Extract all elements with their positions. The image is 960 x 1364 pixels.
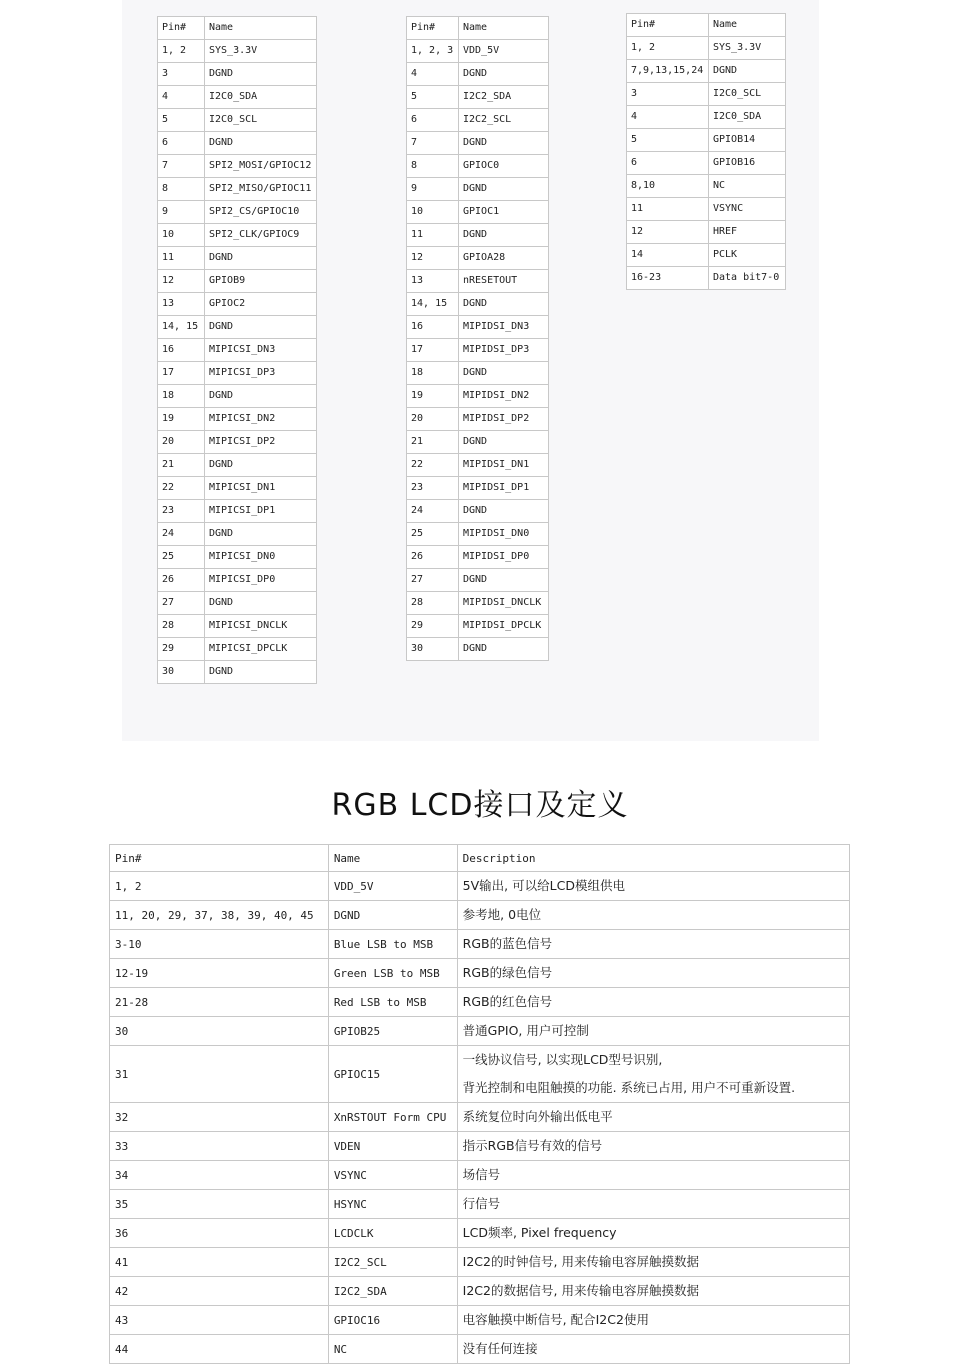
table-row bbox=[158, 201, 317, 224]
pin-cell: 23 bbox=[407, 477, 459, 500]
table-row bbox=[407, 155, 549, 178]
description-cell bbox=[457, 1219, 849, 1248]
pin-cell: 11 bbox=[158, 247, 205, 270]
table-row bbox=[407, 293, 549, 316]
name-cell: MIPIDSI_DN2 bbox=[459, 385, 549, 408]
description-line: 普通GPIO, 用户可控制 bbox=[462, 1023, 589, 1038]
table-row bbox=[627, 60, 786, 83]
description-cell bbox=[457, 1335, 849, 1364]
table-row bbox=[158, 155, 317, 178]
name-header-cell: Name bbox=[709, 14, 786, 37]
pin-cell: 24 bbox=[407, 500, 459, 523]
name-cell: DGND bbox=[205, 661, 317, 684]
pin-cell: 32 bbox=[110, 1103, 329, 1132]
pin-cell: 6 bbox=[158, 132, 205, 155]
name-cell: MIPICSI_DP3 bbox=[205, 362, 317, 385]
section-title: RGB LCD接口及定义 bbox=[331, 788, 629, 823]
table-row bbox=[158, 132, 317, 155]
name-cell: Blue LSB to MSB bbox=[328, 930, 457, 959]
description-cell bbox=[457, 930, 849, 959]
name-cell: MIPICSI_DNCLK bbox=[205, 615, 317, 638]
description-cell bbox=[457, 1277, 849, 1306]
pin-cell: 34 bbox=[110, 1161, 329, 1190]
pin-cell: 8,10 bbox=[627, 175, 709, 198]
pin-cell: 31 bbox=[110, 1046, 329, 1103]
name-cell: VDD_5V bbox=[328, 872, 457, 901]
pin-cell: 11 bbox=[407, 224, 459, 247]
pin-cell: 5 bbox=[627, 129, 709, 152]
name-cell: SYS_3.3V bbox=[205, 40, 317, 63]
table-row bbox=[158, 178, 317, 201]
description-line: 背光控制和电阻触摸的功能. 系统已占用, 用户不可重新设置. bbox=[462, 1080, 796, 1095]
table-row bbox=[627, 267, 786, 290]
name-cell: GPIOB16 bbox=[709, 152, 786, 175]
name-cell: SPI2_MISO/GPIOC11 bbox=[205, 178, 317, 201]
pin-cell: 7,9,13,15,24 bbox=[627, 60, 709, 83]
pin-cell: 21 bbox=[407, 431, 459, 454]
table-row bbox=[110, 988, 850, 1017]
pin-cell: 13 bbox=[158, 293, 205, 316]
name-cell: DGND bbox=[205, 63, 317, 86]
pin-cell: 30 bbox=[158, 661, 205, 684]
pin-cell: 12 bbox=[158, 270, 205, 293]
description-cell bbox=[457, 1132, 849, 1161]
description-header-cell: Description bbox=[457, 845, 849, 872]
name-cell: I2C0_SDA bbox=[205, 86, 317, 109]
pin-cell: 9 bbox=[158, 201, 205, 224]
table-row bbox=[158, 431, 317, 454]
description-cell bbox=[457, 872, 849, 901]
pin-cell: 10 bbox=[407, 201, 459, 224]
dvp-camera-pin-table bbox=[626, 13, 786, 290]
table-row bbox=[407, 546, 549, 569]
pin-cell: 35 bbox=[110, 1190, 329, 1219]
description-cell bbox=[457, 1161, 849, 1190]
name-cell: MIPIDSI_DP2 bbox=[459, 408, 549, 431]
pin-cell: 5 bbox=[407, 86, 459, 109]
description-line: I2C2的时钟信号, 用来传输电容屏触摸数据 bbox=[462, 1254, 699, 1269]
name-cell: GPIOC16 bbox=[328, 1306, 457, 1335]
pin-cell: 14 bbox=[627, 244, 709, 267]
name-cell: MIPICSI_DP1 bbox=[205, 500, 317, 523]
description-cell bbox=[457, 959, 849, 988]
name-cell: MIPIDSI_DN3 bbox=[459, 316, 549, 339]
pin-cell: 33 bbox=[110, 1132, 329, 1161]
name-cell: GPIOC15 bbox=[328, 1046, 457, 1103]
description-line: 指示RGB信号有效的信号 bbox=[462, 1138, 603, 1153]
table-row bbox=[110, 872, 850, 901]
pin-cell: 18 bbox=[158, 385, 205, 408]
description-line: 行信号 bbox=[462, 1196, 501, 1211]
name-cell: DGND bbox=[205, 592, 317, 615]
table-row bbox=[158, 316, 317, 339]
name-cell: I2C0_SDA bbox=[709, 106, 786, 129]
table-row bbox=[407, 431, 549, 454]
name-cell: Data bit7-0 bbox=[709, 267, 786, 290]
pin-cell: 26 bbox=[407, 546, 459, 569]
dsi-connector-pin-table bbox=[406, 16, 549, 661]
name-cell: I2C2_SDA bbox=[459, 86, 549, 109]
name-cell: DGND bbox=[459, 63, 549, 86]
table-row bbox=[110, 1277, 850, 1306]
description-line: 没有任何连接 bbox=[462, 1341, 538, 1356]
name-cell: Green LSB to MSB bbox=[328, 959, 457, 988]
description-cell bbox=[457, 1046, 849, 1103]
table-row bbox=[158, 109, 317, 132]
pin-cell: 22 bbox=[407, 454, 459, 477]
name-cell: DGND bbox=[205, 132, 317, 155]
pin-cell: 28 bbox=[407, 592, 459, 615]
pin-cell: 21 bbox=[158, 454, 205, 477]
description-line: 电容触摸中断信号, 配合I2C2使用 bbox=[462, 1312, 649, 1327]
pin-cell: 14, 15 bbox=[407, 293, 459, 316]
name-cell: DGND bbox=[459, 132, 549, 155]
name-cell: DGND bbox=[459, 224, 549, 247]
description-line: LCD频率, Pixel frequency bbox=[462, 1225, 617, 1240]
name-cell: SPI2_MOSI/GPIOC12 bbox=[205, 155, 317, 178]
name-cell: MIPICSI_DN3 bbox=[205, 339, 317, 362]
pin-cell: 1, 2 bbox=[627, 37, 709, 60]
name-cell: NC bbox=[328, 1335, 457, 1364]
table-row bbox=[627, 152, 786, 175]
camera-connector-pin-table bbox=[157, 16, 317, 684]
name-cell: MIPIDSI_DN0 bbox=[459, 523, 549, 546]
pin-header-cell: Pin# bbox=[158, 17, 205, 40]
table-row bbox=[110, 1103, 850, 1132]
pin-cell: 13 bbox=[407, 270, 459, 293]
table-row bbox=[407, 592, 549, 615]
name-cell: VDEN bbox=[328, 1132, 457, 1161]
table-row bbox=[407, 224, 549, 247]
table-row bbox=[158, 477, 317, 500]
table-row bbox=[110, 901, 850, 930]
name-cell: MIPIDSI_DPCLK bbox=[459, 615, 549, 638]
table-row bbox=[407, 615, 549, 638]
description-line: RGB的蓝色信号 bbox=[462, 936, 553, 951]
table-row bbox=[158, 454, 317, 477]
table-row bbox=[407, 408, 549, 431]
description-cell bbox=[457, 988, 849, 1017]
name-cell: nRESETOUT bbox=[459, 270, 549, 293]
table-row bbox=[627, 221, 786, 244]
table-row bbox=[627, 244, 786, 267]
table-row bbox=[407, 247, 549, 270]
name-cell: DGND bbox=[459, 500, 549, 523]
pin-cell: 41 bbox=[110, 1248, 329, 1277]
pin-cell: 3-10 bbox=[110, 930, 329, 959]
table-row bbox=[110, 1248, 850, 1277]
pin-cell: 12 bbox=[627, 221, 709, 244]
pin-cell: 29 bbox=[407, 615, 459, 638]
table-row bbox=[407, 339, 549, 362]
pin-header-cell: Pin# bbox=[407, 17, 459, 40]
table-row bbox=[407, 385, 549, 408]
name-cell: SPI2_CS/GPIOC10 bbox=[205, 201, 317, 224]
table-row bbox=[110, 959, 850, 988]
pin-cell: 1, 2 bbox=[110, 872, 329, 901]
name-cell: GPIOA28 bbox=[459, 247, 549, 270]
table-row bbox=[110, 1161, 850, 1190]
table-row bbox=[158, 270, 317, 293]
table-row bbox=[110, 1046, 850, 1103]
pin-cell: 25 bbox=[158, 546, 205, 569]
description-cell bbox=[457, 1190, 849, 1219]
table-row bbox=[407, 132, 549, 155]
description-line: 5V输出, 可以给LCD模组供电 bbox=[462, 878, 625, 893]
table-header-row bbox=[407, 17, 549, 40]
name-cell: DGND bbox=[328, 901, 457, 930]
table-row bbox=[158, 523, 317, 546]
table-row bbox=[407, 638, 549, 661]
name-cell: I2C0_SCL bbox=[709, 83, 786, 106]
table-row bbox=[158, 638, 317, 661]
table-row bbox=[407, 523, 549, 546]
description-line: I2C2的数据信号, 用来传输电容屏触摸数据 bbox=[462, 1283, 699, 1298]
table-row bbox=[158, 546, 317, 569]
table-row bbox=[407, 63, 549, 86]
pin-cell: 20 bbox=[407, 408, 459, 431]
name-cell: GPIOC1 bbox=[459, 201, 549, 224]
name-cell: DGND bbox=[205, 247, 317, 270]
name-cell: DGND bbox=[459, 362, 549, 385]
table-row bbox=[110, 1190, 850, 1219]
name-cell: MIPICSI_DPCLK bbox=[205, 638, 317, 661]
table-row bbox=[110, 1017, 850, 1046]
table-row bbox=[110, 1335, 850, 1364]
pin-header-cell: Pin# bbox=[110, 845, 329, 872]
pin-cell: 36 bbox=[110, 1219, 329, 1248]
table-row bbox=[627, 129, 786, 152]
pin-cell: 12-19 bbox=[110, 959, 329, 988]
pin-cell: 10 bbox=[158, 224, 205, 247]
table-row bbox=[627, 37, 786, 60]
table-row bbox=[110, 1219, 850, 1248]
name-cell: MIPIDSI_DP1 bbox=[459, 477, 549, 500]
name-cell: MIPICSI_DN2 bbox=[205, 408, 317, 431]
pin-cell: 43 bbox=[110, 1306, 329, 1335]
name-cell: MIPICSI_DN1 bbox=[205, 477, 317, 500]
name-cell: PCLK bbox=[709, 244, 786, 267]
description-line: 系统复位时向外输出低电平 bbox=[462, 1109, 613, 1124]
description-line: RGB的绿色信号 bbox=[462, 965, 553, 980]
table-row bbox=[158, 63, 317, 86]
pin-cell: 17 bbox=[407, 339, 459, 362]
name-cell: DGND bbox=[459, 293, 549, 316]
pin-cell: 27 bbox=[158, 592, 205, 615]
pin-cell: 3 bbox=[627, 83, 709, 106]
table-row bbox=[158, 224, 317, 247]
name-cell: VDD_5V bbox=[459, 40, 549, 63]
pin-cell: 18 bbox=[407, 362, 459, 385]
pin-cell: 1, 2 bbox=[158, 40, 205, 63]
name-cell: MIPICSI_DP0 bbox=[205, 569, 317, 592]
pin-cell: 29 bbox=[158, 638, 205, 661]
name-cell: VSYNC bbox=[328, 1161, 457, 1190]
table-row bbox=[158, 385, 317, 408]
pin-cell: 8 bbox=[158, 178, 205, 201]
name-cell: I2C2_SCL bbox=[459, 109, 549, 132]
table-row bbox=[627, 106, 786, 129]
pin-cell: 19 bbox=[158, 408, 205, 431]
pin-cell: 9 bbox=[407, 178, 459, 201]
pin-cell: 11 bbox=[627, 198, 709, 221]
description-line: 参考地, 0电位 bbox=[462, 907, 542, 922]
name-header-cell: Name bbox=[205, 17, 317, 40]
table-row bbox=[407, 201, 549, 224]
pin-cell: 14, 15 bbox=[158, 316, 205, 339]
name-cell: I2C2_SDA bbox=[328, 1277, 457, 1306]
pin-cell: 44 bbox=[110, 1335, 329, 1364]
table-row bbox=[407, 477, 549, 500]
pin-cell: 30 bbox=[110, 1017, 329, 1046]
table-row bbox=[407, 362, 549, 385]
name-cell: DGND bbox=[205, 454, 317, 477]
pin-cell: 3 bbox=[158, 63, 205, 86]
pin-cell: 7 bbox=[407, 132, 459, 155]
pin-cell: 24 bbox=[158, 523, 205, 546]
pin-cell: 4 bbox=[407, 63, 459, 86]
description-line: 场信号 bbox=[462, 1167, 501, 1182]
pin-cell: 16-23 bbox=[627, 267, 709, 290]
table-row bbox=[110, 1306, 850, 1335]
pin-cell: 20 bbox=[158, 431, 205, 454]
table-row bbox=[407, 109, 549, 132]
table-row bbox=[627, 83, 786, 106]
pin-cell: 17 bbox=[158, 362, 205, 385]
pin-cell: 25 bbox=[407, 523, 459, 546]
name-cell: DGND bbox=[205, 523, 317, 546]
pin-cell: 26 bbox=[158, 569, 205, 592]
description-cell bbox=[457, 1248, 849, 1277]
table-row bbox=[158, 500, 317, 523]
table-row bbox=[407, 500, 549, 523]
pin-cell: 16 bbox=[158, 339, 205, 362]
pin-cell: 7 bbox=[158, 155, 205, 178]
table-header-row bbox=[110, 845, 850, 872]
pin-cell: 4 bbox=[158, 86, 205, 109]
name-cell: I2C2_SCL bbox=[328, 1248, 457, 1277]
table-row bbox=[407, 569, 549, 592]
name-cell: DGND bbox=[459, 431, 549, 454]
name-cell: DGND bbox=[459, 178, 549, 201]
table-row bbox=[407, 270, 549, 293]
description-cell bbox=[457, 1306, 849, 1335]
name-cell: SYS_3.3V bbox=[709, 37, 786, 60]
name-cell: HREF bbox=[709, 221, 786, 244]
pin-cell: 4 bbox=[627, 106, 709, 129]
table-row bbox=[158, 569, 317, 592]
table-row bbox=[158, 247, 317, 270]
table-row bbox=[407, 316, 549, 339]
pin-cell: 42 bbox=[110, 1277, 329, 1306]
pin-header-cell: Pin# bbox=[627, 14, 709, 37]
table-row bbox=[158, 339, 317, 362]
description-cell bbox=[457, 1103, 849, 1132]
name-cell: SPI2_CLK/GPIOC9 bbox=[205, 224, 317, 247]
name-cell: VSYNC bbox=[709, 198, 786, 221]
name-cell: DGND bbox=[205, 385, 317, 408]
table-row bbox=[158, 408, 317, 431]
name-header-cell: Name bbox=[459, 17, 549, 40]
table-row bbox=[158, 615, 317, 638]
name-cell: MIPIDSI_DP0 bbox=[459, 546, 549, 569]
name-cell: XnRSTOUT Form CPU bbox=[328, 1103, 457, 1132]
table-row bbox=[407, 454, 549, 477]
pin-cell: 28 bbox=[158, 615, 205, 638]
pin-cell: 12 bbox=[407, 247, 459, 270]
name-cell: HSYNC bbox=[328, 1190, 457, 1219]
description-cell bbox=[457, 1017, 849, 1046]
pin-cell: 23 bbox=[158, 500, 205, 523]
table-row bbox=[158, 86, 317, 109]
pin-cell: 27 bbox=[407, 569, 459, 592]
description-line: RGB的红色信号 bbox=[462, 994, 553, 1009]
pin-cell: 30 bbox=[407, 638, 459, 661]
name-cell: I2C0_SCL bbox=[205, 109, 317, 132]
name-cell: MIPICSI_DP2 bbox=[205, 431, 317, 454]
name-cell: Red LSB to MSB bbox=[328, 988, 457, 1017]
name-cell: DGND bbox=[205, 316, 317, 339]
name-cell: DGND bbox=[459, 638, 549, 661]
name-cell: MIPIDSI_DN1 bbox=[459, 454, 549, 477]
pin-cell: 5 bbox=[158, 109, 205, 132]
table-row bbox=[158, 592, 317, 615]
table-row bbox=[627, 175, 786, 198]
name-cell: GPIOB25 bbox=[328, 1017, 457, 1046]
name-cell: MIPICSI_DN0 bbox=[205, 546, 317, 569]
name-cell: MIPIDSI_DP3 bbox=[459, 339, 549, 362]
table-row bbox=[158, 362, 317, 385]
table-row bbox=[407, 40, 549, 63]
table-row bbox=[407, 178, 549, 201]
pin-cell: 16 bbox=[407, 316, 459, 339]
name-cell: GPIOC2 bbox=[205, 293, 317, 316]
name-cell: GPIOC0 bbox=[459, 155, 549, 178]
rgb-lcd-pin-table bbox=[109, 844, 850, 1364]
description-line: 一线协议信号, 以实现LCD型号识别, bbox=[462, 1052, 663, 1067]
pin-cell: 11, 20, 29, 37, 38, 39, 40, 45 bbox=[110, 901, 329, 930]
pin-cell: 8 bbox=[407, 155, 459, 178]
table-row bbox=[158, 40, 317, 63]
name-cell: NC bbox=[709, 175, 786, 198]
pin-cell: 22 bbox=[158, 477, 205, 500]
pin-cell: 6 bbox=[407, 109, 459, 132]
name-cell: GPIOB14 bbox=[709, 129, 786, 152]
description-cell bbox=[457, 901, 849, 930]
name-cell: DGND bbox=[459, 569, 549, 592]
table-header-row bbox=[158, 17, 317, 40]
name-header-cell: Name bbox=[328, 845, 457, 872]
pin-cell: 6 bbox=[627, 152, 709, 175]
pin-cell: 19 bbox=[407, 385, 459, 408]
name-cell: DGND bbox=[709, 60, 786, 83]
table-row bbox=[158, 661, 317, 684]
table-row bbox=[627, 198, 786, 221]
table-row bbox=[158, 293, 317, 316]
table-header-row bbox=[627, 14, 786, 37]
name-cell: LCDCLK bbox=[328, 1219, 457, 1248]
table-row bbox=[110, 1132, 850, 1161]
pin-cell: 1, 2, 3 bbox=[407, 40, 459, 63]
table-row bbox=[110, 930, 850, 959]
name-cell: MIPIDSI_DNCLK bbox=[459, 592, 549, 615]
pin-cell: 21-28 bbox=[110, 988, 329, 1017]
name-cell: GPIOB9 bbox=[205, 270, 317, 293]
table-row bbox=[407, 86, 549, 109]
